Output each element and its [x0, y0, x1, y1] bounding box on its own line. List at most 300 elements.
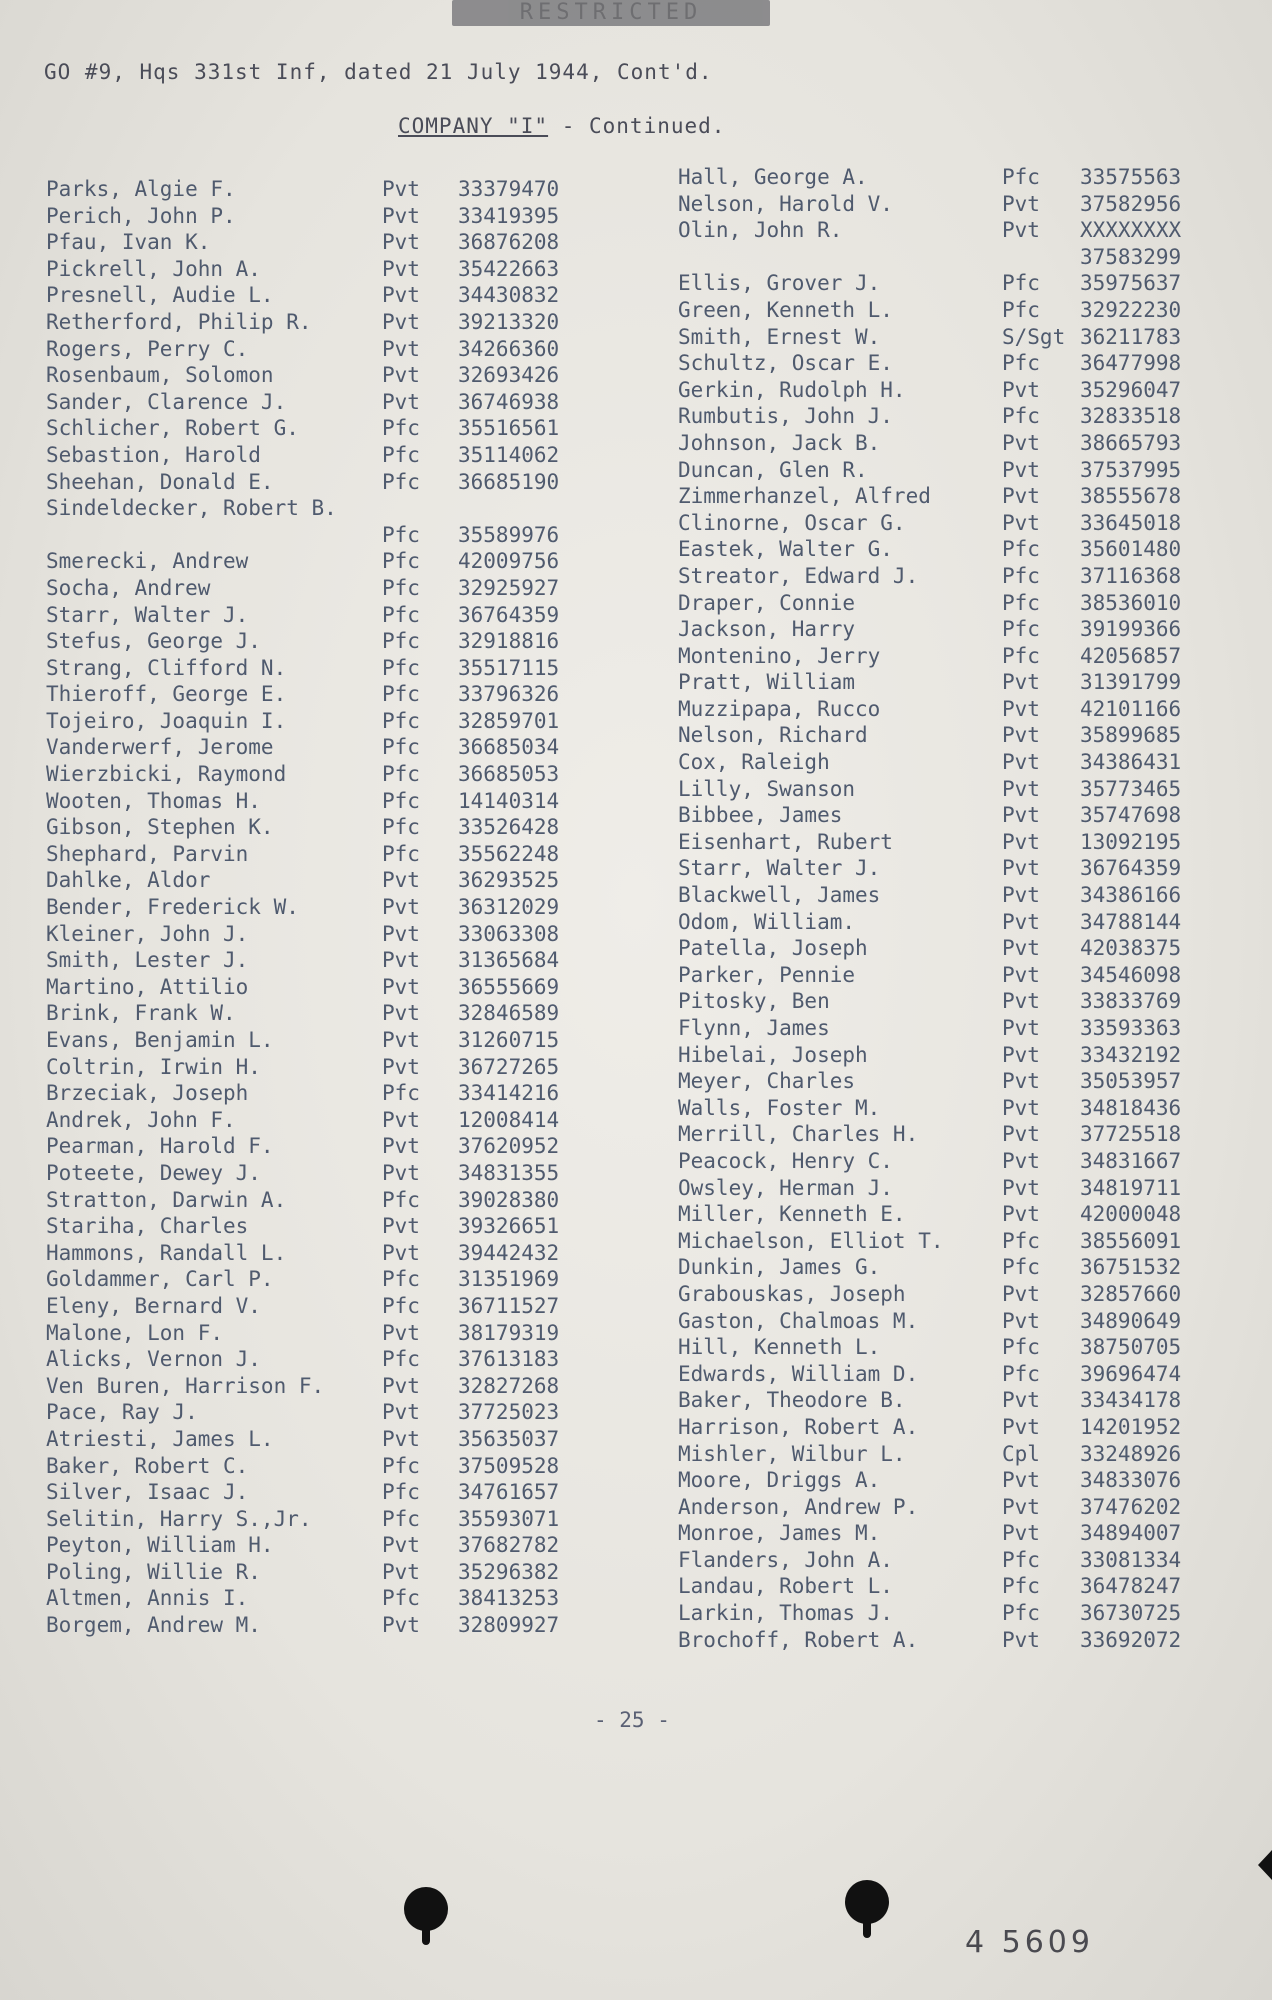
roster-row	[46, 469, 636, 496]
roster-row	[46, 1160, 636, 1187]
soldier-name: Gibson, Stephen K.	[46, 815, 274, 840]
punch-hole-icon	[845, 1880, 889, 1924]
serial-number: 33645018	[1080, 510, 1182, 535]
roster-row	[46, 974, 636, 1001]
soldier-rank: Pvt	[382, 1426, 420, 1451]
soldier-rank: Pvt	[1002, 989, 1040, 1014]
soldier-name: Hall, George A.	[678, 165, 868, 189]
serial-number: 38179319	[458, 1320, 560, 1345]
soldier-rank: Pvt	[1002, 1202, 1040, 1227]
soldier-name: Perich, John P.	[46, 203, 236, 228]
soldier-rank: Pvt	[1002, 1521, 1040, 1546]
soldier-name: Flanders, John A.	[678, 1547, 893, 1572]
soldier-rank: Pfc	[382, 522, 420, 547]
soldier-rank: Pvt	[382, 336, 420, 361]
serial-number: 37116368	[1080, 563, 1182, 588]
soldier-rank: Pvt	[382, 1160, 420, 1185]
roster-row	[46, 655, 636, 682]
soldier-name: Gaston, Chalmoas M.	[678, 1308, 919, 1333]
soldier-name: Baker, Robert C.	[46, 1453, 249, 1478]
serial-number: 31260715	[458, 1028, 560, 1052]
soldier-rank: Pvt	[1002, 377, 1040, 402]
soldier-name: Evans, Benjamin L.	[46, 1028, 274, 1052]
soldier-rank: Pvt	[382, 203, 420, 228]
company-suffix: - Continued.	[548, 114, 726, 138]
soldier-rank: Pfc	[382, 1347, 420, 1372]
roster-row	[678, 1201, 1268, 1228]
soldier-name: Nelson, Richard	[678, 723, 868, 748]
roster-row	[46, 814, 636, 841]
roster-row	[678, 483, 1268, 510]
soldier-rank: Pvt	[1002, 1016, 1040, 1040]
soldier-name: Strang, Clifford N.	[46, 655, 287, 680]
roster-row	[46, 256, 636, 283]
soldier-rank: Pvt	[382, 1373, 420, 1398]
roster-row	[46, 1187, 636, 1214]
soldier-rank: Pvt	[1002, 1175, 1040, 1200]
roster-row	[678, 722, 1268, 749]
roster-row	[46, 708, 636, 735]
serial-number: 36730725	[1080, 1601, 1182, 1626]
roster-row	[678, 297, 1268, 324]
soldier-name: Rumbutis, John J.	[678, 404, 893, 429]
soldier-name: Ellis, Grover J.	[678, 271, 881, 296]
soldier-name: Hibelai, Joseph	[678, 1042, 868, 1067]
serial-number: 34386166	[1080, 883, 1182, 908]
soldier-rank: Pfc	[1002, 1601, 1040, 1626]
roster-row	[678, 1600, 1268, 1627]
soldier-name: Michaelson, Elliot T.	[678, 1228, 944, 1253]
soldier-rank: Pvt	[1002, 191, 1040, 216]
roster-row	[678, 749, 1268, 776]
soldier-rank: Pfc	[1002, 1361, 1040, 1386]
roster-row	[46, 309, 636, 336]
serial-number: 32859701	[458, 708, 560, 733]
roster-row	[46, 415, 636, 442]
soldier-name: Draper, Connie	[678, 590, 856, 615]
punch-hole-icon	[404, 1887, 448, 1931]
soldier-rank: Pfc	[382, 655, 420, 680]
soldier-rank: Pfc	[382, 1081, 420, 1106]
soldier-name: Starr, Walter J.	[46, 602, 249, 627]
soldier-rank: Pfc	[382, 549, 420, 574]
soldier-rank: Pvt	[1002, 1414, 1040, 1439]
soldier-name: Muzzipapa, Rucco	[678, 696, 881, 721]
soldier-rank: Pvt	[382, 1134, 420, 1159]
serial-number: 33414216	[458, 1081, 560, 1106]
serial-number: 36764359	[1080, 856, 1182, 881]
soldier-name: Clinorne, Oscar G.	[678, 510, 906, 535]
serial-number: 34430832	[458, 283, 560, 308]
serial-number: 32918816	[458, 629, 560, 654]
soldier-name: Eleny, Bernard V.	[46, 1293, 261, 1318]
soldier-name: Green, Kenneth L.	[678, 297, 893, 322]
soldier-name: Silver, Isaac J.	[46, 1480, 249, 1505]
serial-number: 36876208	[458, 230, 560, 255]
soldier-rank: Pfc	[382, 1586, 420, 1611]
serial-number: 38556091	[1080, 1228, 1182, 1253]
serial-number: 37583299	[1080, 244, 1182, 269]
soldier-name: Landau, Robert L.	[678, 1574, 893, 1599]
soldier-name: Moore, Driggs A.	[678, 1468, 881, 1493]
handwritten-number: 4 5609	[965, 1925, 1094, 1960]
soldier-name: Parker, Pennie	[678, 962, 856, 987]
soldier-name: Ven Buren, Harrison F.	[46, 1373, 325, 1398]
serial-number: 31391799	[1080, 670, 1182, 695]
roster-row	[678, 1121, 1268, 1148]
soldier-rank: Pfc	[382, 841, 420, 866]
roster-row	[46, 336, 636, 363]
roster-row	[46, 1240, 636, 1267]
roster-row	[678, 590, 1268, 617]
soldier-rank: Pvt	[1002, 484, 1040, 509]
serial-number: 33593363	[1080, 1016, 1182, 1040]
soldier-name: Andrek, John F.	[46, 1107, 236, 1132]
soldier-name: Smith, Ernest W.	[678, 324, 881, 349]
soldier-rank: Pvt	[382, 948, 420, 973]
roster-row	[46, 841, 636, 868]
roster-row	[678, 1254, 1268, 1281]
roster-row	[46, 362, 636, 389]
serial-number: 35589976	[458, 522, 560, 547]
soldier-rank: Pvt	[1002, 829, 1040, 854]
soldier-name: Tojeiro, Joaquin I.	[46, 708, 287, 733]
soldier-rank: Pvt	[1002, 510, 1040, 535]
roster-row	[678, 563, 1268, 590]
soldier-rank: Pvt	[1002, 1042, 1040, 1067]
soldier-rank: Pfc	[1002, 537, 1040, 562]
roster-row	[678, 1573, 1268, 1600]
roster-row	[46, 442, 636, 469]
soldier-rank: Pvt	[1002, 1122, 1040, 1147]
roster-row	[46, 681, 636, 708]
roster-row	[46, 602, 636, 629]
soldier-rank: Pfc	[1002, 1547, 1040, 1572]
roster-row	[46, 947, 636, 974]
soldier-rank: Pvt	[382, 230, 420, 255]
roster-row	[46, 1453, 636, 1480]
soldier-rank: Pfc	[382, 815, 420, 840]
roster-row	[46, 229, 636, 256]
serial-number: 14140314	[458, 788, 560, 813]
serial-number: 36746938	[458, 389, 560, 414]
serial-number: 32833518	[1080, 404, 1182, 429]
roster-row	[678, 1387, 1268, 1414]
soldier-rank: Pvt	[382, 1533, 420, 1558]
serial-number: 35975637	[1080, 271, 1182, 296]
roster-row	[46, 734, 636, 761]
serial-number: XXXXXXXX	[1080, 218, 1182, 243]
roster-row	[678, 882, 1268, 909]
serial-number: 35635037	[458, 1426, 560, 1451]
soldier-name: Monroe, James M.	[678, 1521, 881, 1546]
serial-number: 33434178	[1080, 1388, 1182, 1413]
roster-row	[678, 1308, 1268, 1335]
serial-number: 13092195	[1080, 829, 1182, 854]
serial-number: 34266360	[458, 336, 560, 361]
serial-number: 35516561	[458, 416, 560, 441]
roster-row	[46, 1479, 636, 1506]
serial-number: 36293525	[458, 868, 560, 893]
serial-number: 33419395	[458, 203, 560, 228]
serial-number: 32809927	[458, 1613, 560, 1638]
serial-number: 34890649	[1080, 1308, 1182, 1333]
roster-row	[678, 1175, 1268, 1202]
serial-number: 37476202	[1080, 1494, 1182, 1519]
roster-row	[678, 696, 1268, 723]
soldier-name: Hill, Kenneth L.	[678, 1335, 881, 1360]
soldier-name: Stefus, George J.	[46, 629, 261, 654]
soldier-rank: Pvt	[1002, 1095, 1040, 1120]
soldier-name: Montenino, Jerry	[678, 643, 881, 668]
serial-number: 39442432	[458, 1240, 560, 1265]
serial-number: 37613183	[458, 1347, 560, 1372]
soldier-name: Pace, Ray J.	[46, 1400, 198, 1425]
soldier-name: Parks, Algie F.	[46, 177, 236, 201]
serial-number: 42000048	[1080, 1202, 1182, 1227]
soldier-name: Peacock, Henry C.	[678, 1148, 893, 1173]
soldier-rank: Pfc	[382, 1480, 420, 1505]
soldier-rank: Pvt	[382, 1054, 420, 1079]
soldier-name: Eisenhart, Rubert	[678, 829, 893, 854]
roster-row	[46, 1426, 636, 1453]
soldier-rank: Pvt	[382, 177, 420, 201]
soldier-rank: Pvt	[1002, 856, 1040, 881]
soldier-rank: Pfc	[1002, 165, 1040, 189]
soldier-rank: Pvt	[382, 309, 420, 334]
roster-row	[46, 921, 636, 948]
serial-number: 35053957	[1080, 1069, 1182, 1094]
soldier-name: Alicks, Vernon J.	[46, 1347, 261, 1372]
soldier-rank: Pvt	[1002, 218, 1040, 243]
serial-number: 36685053	[458, 762, 560, 787]
soldier-name: Cox, Raleigh	[678, 750, 830, 775]
soldier-rank: Pvt	[382, 256, 420, 281]
serial-number: 42056857	[1080, 643, 1182, 668]
serial-number: 33081334	[1080, 1547, 1182, 1572]
soldier-rank: Pfc	[1002, 590, 1040, 615]
soldier-name: Schlicher, Robert G.	[46, 416, 299, 441]
soldier-name: Poling, Willie R.	[46, 1559, 261, 1584]
serial-number: 35747698	[1080, 803, 1182, 828]
roster-row	[678, 962, 1268, 989]
roster-row	[46, 1133, 636, 1160]
roster-row	[678, 1015, 1268, 1042]
roster-row	[46, 1080, 636, 1107]
soldier-rank: Pfc	[382, 682, 420, 707]
soldier-name: Shephard, Parvin	[46, 841, 249, 866]
soldier-name: Streator, Edward J.	[678, 563, 919, 588]
soldier-name: Gerkin, Rudolph H.	[678, 377, 906, 402]
serial-number: 34819711	[1080, 1175, 1182, 1200]
soldier-name: Malone, Lon F.	[46, 1320, 224, 1345]
soldier-rank: Pfc	[382, 1453, 420, 1478]
soldier-rank: Pvt	[1002, 723, 1040, 748]
roster-row	[678, 350, 1268, 377]
roster-row	[678, 244, 1268, 271]
roster-row	[678, 616, 1268, 643]
soldier-name: Lilly, Swanson	[678, 776, 856, 801]
roster-row	[678, 1148, 1268, 1175]
roster-row	[678, 377, 1268, 404]
roster-row	[46, 1585, 636, 1612]
soldier-name: Zimmerhanzel, Alfred	[678, 484, 931, 509]
serial-number: 34761657	[458, 1480, 560, 1505]
soldier-name: Borgem, Andrew M.	[46, 1613, 261, 1638]
soldier-rank: Pfc	[382, 416, 420, 441]
soldier-name: Owsley, Herman J.	[678, 1175, 893, 1200]
soldier-rank: Pfc	[382, 442, 420, 467]
soldier-rank: Pvt	[382, 363, 420, 388]
roster-row	[46, 1266, 636, 1293]
soldier-name: Flynn, James	[678, 1016, 830, 1040]
soldier-rank: Pvt	[1002, 1468, 1040, 1493]
roster-row	[46, 788, 636, 815]
roster-row	[678, 855, 1268, 882]
soldier-name: Nelson, Harold V.	[678, 191, 893, 216]
serial-number: 37725023	[458, 1400, 560, 1425]
soldier-name: Pitosky, Ben	[678, 989, 830, 1014]
soldier-name: Brzeciak, Joseph	[46, 1081, 249, 1106]
roster-row	[678, 510, 1268, 537]
soldier-rank: Pfc	[1002, 351, 1040, 376]
soldier-rank: Pfc	[382, 602, 420, 627]
soldier-rank: Pfc	[1002, 617, 1040, 642]
soldier-rank: Pvt	[382, 1559, 420, 1584]
roster-row	[46, 1107, 636, 1134]
soldier-name: Pfau, Ivan K.	[46, 230, 211, 255]
serial-number: 32827268	[458, 1373, 560, 1398]
roster-row	[46, 1399, 636, 1426]
roster-row	[46, 522, 636, 549]
roster-row	[678, 802, 1268, 829]
soldier-name: Anderson, Andrew P.	[678, 1494, 919, 1519]
soldier-name: Peyton, William H.	[46, 1533, 274, 1558]
roster-right-column	[678, 164, 1268, 1653]
serial-number: 39199366	[1080, 617, 1182, 642]
roster-row	[46, 628, 636, 655]
soldier-rank: Cpl	[1002, 1441, 1040, 1466]
serial-number: 38536010	[1080, 590, 1182, 615]
soldier-name: Wooten, Thomas H.	[46, 788, 261, 813]
serial-number: 35422663	[458, 256, 560, 281]
roster-row	[46, 1532, 636, 1559]
serial-number: 34831355	[458, 1160, 560, 1185]
soldier-name: Jackson, Harry	[678, 617, 856, 642]
soldier-name: Socha, Andrew	[46, 575, 211, 600]
serial-number: 33432192	[1080, 1042, 1182, 1067]
roster-row	[678, 829, 1268, 856]
roster-row	[678, 1467, 1268, 1494]
serial-number: 36764359	[458, 602, 560, 627]
soldier-rank: Pvt	[382, 1214, 420, 1239]
soldier-rank: Pfc	[1002, 643, 1040, 668]
soldier-rank: Pvt	[1002, 696, 1040, 721]
roster-row	[46, 203, 636, 230]
roster-row	[46, 282, 636, 309]
roster-row	[46, 1054, 636, 1081]
roster-row	[678, 1520, 1268, 1547]
soldier-rank: Pfc	[382, 575, 420, 600]
soldier-name: Kleiner, John J.	[46, 921, 249, 946]
roster-row	[678, 1627, 1268, 1654]
soldier-name: Retherford, Philip R.	[46, 309, 312, 334]
serial-number: 39696474	[1080, 1361, 1182, 1386]
soldier-name: Altmen, Annis I.	[46, 1586, 249, 1611]
soldier-name: Starr, Walter J.	[678, 856, 881, 881]
serial-number: 32925927	[458, 575, 560, 600]
roster-row	[46, 1213, 636, 1240]
serial-number: 34386431	[1080, 750, 1182, 775]
serial-number: 34894007	[1080, 1521, 1182, 1546]
soldier-rank: Pvt	[1002, 1281, 1040, 1306]
soldier-name: Smith, Lester J.	[46, 948, 249, 973]
roster-row	[46, 575, 636, 602]
document-header: GO #9, Hqs 331st Inf, dated 21 July 1944, Cont'd.	[44, 60, 713, 84]
soldier-rank: Pvt	[382, 1107, 420, 1132]
soldier-name: Dahlke, Aldor	[46, 868, 211, 893]
company-title: COMPANY "I"	[398, 114, 549, 138]
soldier-name: Rosenbaum, Solomon	[46, 363, 274, 388]
soldier-name: Poteete, Dewey J.	[46, 1160, 261, 1185]
soldier-name: Brink, Frank W.	[46, 1001, 236, 1026]
roster-row	[678, 270, 1268, 297]
serial-number: 42038375	[1080, 936, 1182, 961]
roster-row	[46, 548, 636, 575]
soldier-name: Thieroff, George E.	[46, 682, 287, 707]
serial-number: 31365684	[458, 948, 560, 973]
soldier-name: Hammons, Randall L.	[46, 1240, 287, 1265]
soldier-name: Pickrell, John A.	[46, 256, 261, 281]
soldier-rank: Pfc	[1002, 1335, 1040, 1360]
roster-left-column	[46, 176, 636, 1639]
roster-row	[678, 669, 1268, 696]
serial-number: 35114062	[458, 442, 560, 467]
soldier-name: Goldammer, Carl P.	[46, 1267, 274, 1292]
soldier-name: Johnson, Jack B.	[678, 430, 881, 455]
soldier-name: Brochoff, Robert A.	[678, 1627, 919, 1652]
roster-row	[46, 1346, 636, 1373]
serial-number: 37509528	[458, 1453, 560, 1478]
soldier-rank: Pvt	[382, 389, 420, 414]
soldier-rank: Pfc	[382, 708, 420, 733]
soldier-name: Bibbee, James	[678, 803, 843, 828]
roster-row	[678, 935, 1268, 962]
roster-row	[46, 894, 636, 921]
soldier-rank: S/Sgt	[1002, 324, 1066, 349]
serial-number: 42009756	[458, 549, 560, 574]
serial-number: 34546098	[1080, 962, 1182, 987]
soldier-rank: Pfc	[1002, 404, 1040, 429]
soldier-rank: Pfc	[382, 1506, 420, 1531]
roster-row	[678, 988, 1268, 1015]
roster-row	[678, 1414, 1268, 1441]
soldier-rank: Pfc	[382, 629, 420, 654]
roster-row	[678, 643, 1268, 670]
soldier-name: Presnell, Audie L.	[46, 283, 274, 308]
soldier-rank: Pvt	[382, 921, 420, 946]
serial-number: 33379470	[458, 177, 560, 201]
roster-row	[46, 389, 636, 416]
roster-row	[46, 176, 636, 203]
roster-row	[678, 217, 1268, 244]
serial-number: 36211783	[1080, 324, 1182, 349]
soldier-name: Duncan, Glen R.	[678, 457, 868, 482]
soldier-rank: Pvt	[382, 1001, 420, 1026]
serial-number: 36312029	[458, 895, 560, 920]
roster-row	[678, 1068, 1268, 1095]
serial-number: 36727265	[458, 1054, 560, 1079]
